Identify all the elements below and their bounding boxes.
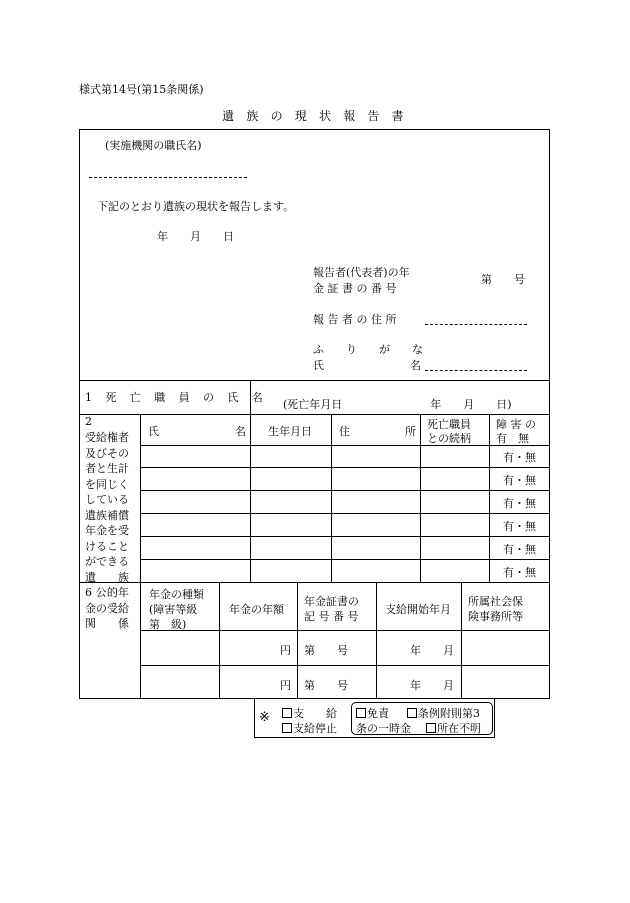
disability-row-6[interactable]: 有・無 (503, 566, 536, 579)
section3-label: 6 公的年金の受給関係 (85, 586, 129, 630)
col-start: 支給開始年月 (385, 603, 451, 616)
name-label-2: 名 (410, 359, 421, 372)
col-office-1: 所属社会保 (468, 595, 523, 608)
start-row-1[interactable]: 年 月 (410, 644, 454, 657)
option-exempt[interactable]: 免責 (356, 705, 389, 721)
disability-row-1[interactable]: 有・無 (503, 451, 536, 464)
section2-label: 受給権者及びその者と生計を同じくしている遺族補償年金を受けることができる遺族 (85, 431, 129, 584)
yen-row-1: 円 (280, 644, 291, 657)
option-rule[interactable]: 条例附則第3 (407, 705, 480, 721)
disability-row-5[interactable]: 有・無 (503, 543, 536, 556)
col-name-1: 氏 (148, 425, 159, 438)
checkbox-icon (282, 708, 292, 718)
option-stop[interactable]: 支給停止 (282, 720, 337, 736)
col-type-3: 第 級) (149, 618, 187, 631)
start-row-2[interactable]: 年 月 (410, 679, 454, 692)
agency-name-label: (実施機関の職氏名) (105, 139, 202, 152)
col-birth: 生年月日 (268, 425, 312, 438)
section2-number: 2 (85, 415, 92, 428)
col-addr-1: 住 (339, 425, 350, 438)
option-supply[interactable]: 支 給 (282, 705, 337, 721)
checkbox-icon (426, 723, 436, 733)
reporter-no-label-1: 報告者(代表者)の年 (313, 266, 410, 279)
note-mark: ※ (259, 710, 270, 725)
reporter-no-value[interactable]: 第 号 (481, 273, 525, 286)
checkbox-icon (407, 708, 417, 718)
col-amount: 年金の年額 (229, 603, 284, 616)
col-relation-2: との続柄 (427, 432, 471, 445)
col-disability-1: 障 害 の (496, 418, 536, 431)
furigana-label: ふ り が な (313, 343, 423, 356)
disability-row-2[interactable]: 有・無 (503, 474, 536, 487)
statement-text: 下記のとおり遺族の現状を報告します。 (97, 200, 295, 213)
yen-row-2: 円 (280, 679, 291, 692)
agency-name-line[interactable] (89, 177, 247, 178)
col-type-1: 年金の種類 (149, 588, 204, 601)
option-rule-cont: 条の一時金 (356, 722, 411, 735)
checkbox-icon (356, 708, 366, 718)
death-date[interactable]: (死亡年月日 年 月 日) (283, 398, 512, 411)
col-name-2: 名 (235, 425, 246, 438)
disability-row-4[interactable]: 有・無 (503, 520, 536, 533)
form-number: 様式第14号(第15条関係) (79, 83, 204, 96)
report-date[interactable]: 年 月 日 (157, 230, 234, 243)
address-label: 報 告 者 の 住 所 (313, 313, 397, 326)
col-type-2: (障害等級 (149, 603, 198, 616)
col-disability-2: 有 無 (496, 432, 529, 445)
col-addr-2: 所 (405, 425, 416, 438)
address-line[interactable] (425, 324, 527, 325)
name-line[interactable] (425, 370, 527, 371)
option-unknown[interactable]: 所在不明 (426, 720, 481, 736)
disability-row-3[interactable]: 有・無 (503, 497, 536, 510)
col-cert-2: 記 号 番 号 (304, 610, 359, 623)
name-label-1: 氏 (313, 359, 324, 372)
deceased-name-label: 1 死 亡 職 員 の 氏 名 (85, 391, 268, 404)
cert-row-2[interactable]: 第 号 (304, 679, 348, 692)
col-relation-1: 死亡職員 (427, 418, 471, 431)
cert-row-1[interactable]: 第 号 (304, 644, 348, 657)
col-office-2: 険事務所等 (468, 610, 523, 623)
reporter-no-label-2: 金 証 書 の 番 号 (313, 282, 397, 295)
col-cert-1: 年金証書の (304, 595, 359, 608)
page-title: 遺 族 の 現 状 報 告 書 (222, 109, 408, 123)
checkbox-icon (282, 723, 292, 733)
